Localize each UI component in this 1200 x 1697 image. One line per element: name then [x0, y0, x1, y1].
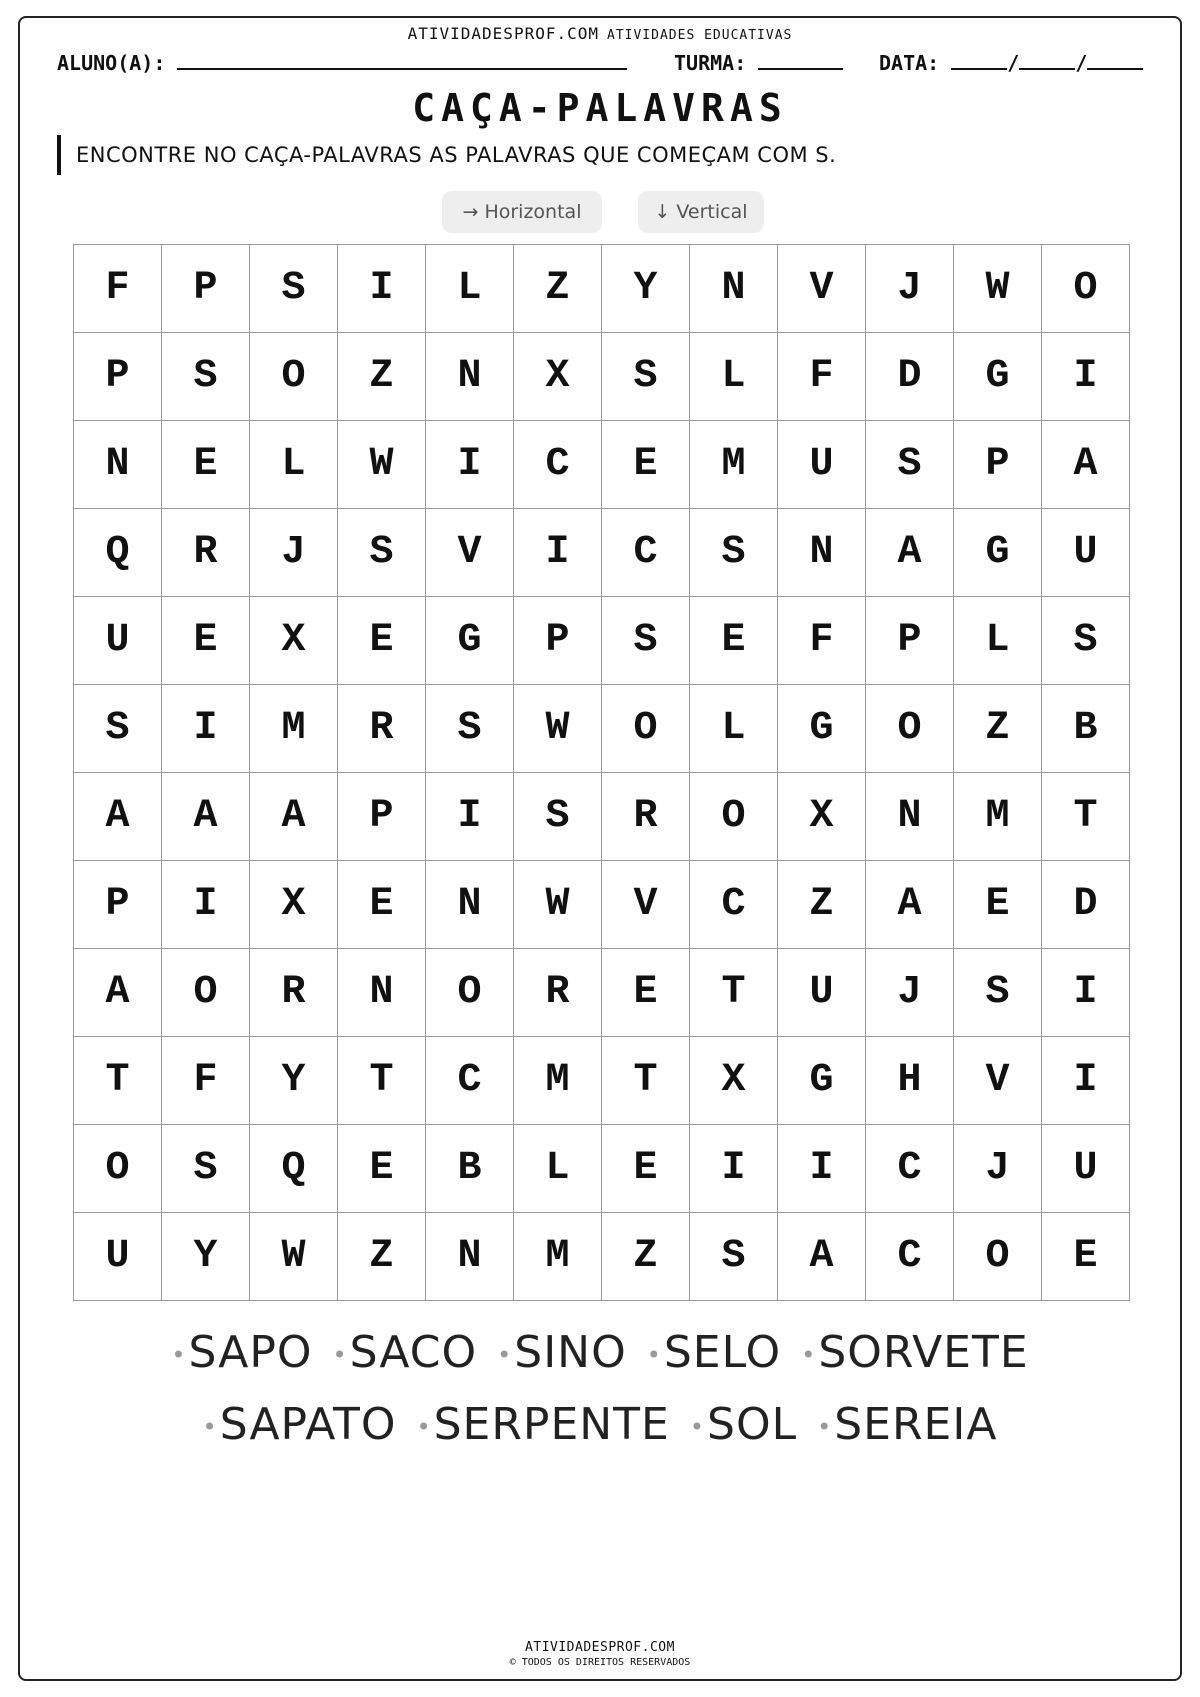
- grid-cell[interactable]: L: [690, 685, 778, 773]
- grid-cell[interactable]: F: [74, 245, 162, 333]
- grid-cell[interactable]: A: [778, 1213, 866, 1301]
- grid-cell[interactable]: I: [338, 245, 426, 333]
- aluno-label: ALUNO(A):: [57, 51, 166, 75]
- grid-cell[interactable]: W: [514, 861, 602, 949]
- grid-cell[interactable]: N: [778, 509, 866, 597]
- grid-cell[interactable]: L: [250, 421, 338, 509]
- grid-cell[interactable]: L: [514, 1125, 602, 1213]
- grid-cell[interactable]: M: [954, 773, 1042, 861]
- grid-cell[interactable]: N: [866, 773, 954, 861]
- bullet-icon: •: [416, 1413, 432, 1441]
- site-name: ATIVIDADESPROF.COM: [407, 24, 599, 43]
- grid-cell[interactable]: E: [602, 1125, 690, 1213]
- turma-field: [674, 50, 843, 75]
- grid-cell[interactable]: X: [690, 1037, 778, 1125]
- grid-cell[interactable]: V: [954, 1037, 1042, 1125]
- grid-cell[interactable]: D: [866, 333, 954, 421]
- day-input-line[interactable]: [951, 50, 1007, 70]
- bullet-icon: •: [332, 1341, 348, 1369]
- grid-cell[interactable]: X: [514, 333, 602, 421]
- grid-cell[interactable]: Z: [514, 245, 602, 333]
- aluno-input-line[interactable]: [177, 50, 627, 70]
- grid-cell[interactable]: M: [690, 421, 778, 509]
- word-text: SAPATO: [219, 1399, 397, 1450]
- direction-vertical-badge: [638, 191, 764, 233]
- grid-cell[interactable]: O: [954, 1213, 1042, 1301]
- word-item: [333, 1327, 478, 1378]
- grid-cell[interactable]: O: [602, 685, 690, 773]
- bullet-icon: •: [202, 1413, 218, 1441]
- grid-cell[interactable]: O: [866, 685, 954, 773]
- grid-cell[interactable]: H: [866, 1037, 954, 1125]
- instruction-text: ENCONTRE NO CAÇA-PALAVRAS AS PALAVRAS QUE COMEÇAM COM S.: [76, 143, 837, 167]
- grid-cell[interactable]: A: [866, 509, 954, 597]
- bullet-icon: •: [497, 1341, 513, 1369]
- grid-cell[interactable]: N: [426, 333, 514, 421]
- grid-cell[interactable]: W: [514, 685, 602, 773]
- grid-cell[interactable]: S: [514, 773, 602, 861]
- grid-cell[interactable]: S: [74, 685, 162, 773]
- grid-cell[interactable]: Z: [954, 685, 1042, 773]
- word-text: SELO: [663, 1327, 782, 1378]
- grid-cell[interactable]: L: [954, 597, 1042, 685]
- grid-cell[interactable]: U: [74, 597, 162, 685]
- grid-cell[interactable]: O: [690, 773, 778, 861]
- grid-cell[interactable]: D: [1042, 861, 1130, 949]
- turma-input-line[interactable]: [758, 50, 843, 70]
- grid-cell[interactable]: S: [866, 421, 954, 509]
- word-item: [497, 1327, 627, 1378]
- grid-cell[interactable]: R: [338, 685, 426, 773]
- date-slash: /: [1007, 51, 1020, 75]
- grid-cell[interactable]: P: [954, 421, 1042, 509]
- grid-cell[interactable]: T: [690, 949, 778, 1037]
- grid-cell[interactable]: I: [162, 685, 250, 773]
- grid-cell[interactable]: B: [426, 1125, 514, 1213]
- grid-cell[interactable]: L: [426, 245, 514, 333]
- footer-site: ATIVIDADESPROF.COM: [525, 1640, 675, 1655]
- grid-cell[interactable]: Z: [338, 333, 426, 421]
- grid-cell[interactable]: P: [74, 333, 162, 421]
- data-label: DATA:: [879, 51, 940, 75]
- grid-cell[interactable]: A: [162, 773, 250, 861]
- bullet-icon: •: [171, 1341, 187, 1369]
- grid-cell[interactable]: E: [602, 949, 690, 1037]
- grid-cell[interactable]: I: [426, 421, 514, 509]
- grid-cell[interactable]: T: [1042, 773, 1130, 861]
- grid-cell[interactable]: C: [514, 421, 602, 509]
- grid-cell[interactable]: T: [602, 1037, 690, 1125]
- grid-cell[interactable]: Z: [778, 861, 866, 949]
- grid-cell[interactable]: S: [338, 509, 426, 597]
- grid-cell[interactable]: G: [954, 333, 1042, 421]
- grid-cell[interactable]: U: [1042, 1125, 1130, 1213]
- grid-cell[interactable]: A: [866, 861, 954, 949]
- arrow-right-icon: →: [462, 201, 479, 223]
- grid-cell[interactable]: L: [690, 333, 778, 421]
- grid-cell[interactable]: I: [778, 1125, 866, 1213]
- grid-cell[interactable]: S: [162, 1125, 250, 1213]
- grid-cell[interactable]: F: [778, 597, 866, 685]
- grid-cell[interactable]: I: [426, 773, 514, 861]
- grid-cell[interactable]: R: [162, 509, 250, 597]
- grid-cell[interactable]: A: [74, 949, 162, 1037]
- grid-cell[interactable]: S: [162, 333, 250, 421]
- grid-cell[interactable]: E: [338, 1125, 426, 1213]
- grid-cell[interactable]: I: [1042, 949, 1130, 1037]
- grid-cell[interactable]: V: [602, 861, 690, 949]
- grid-cell[interactable]: N: [74, 421, 162, 509]
- grid-cell[interactable]: C: [602, 509, 690, 597]
- grid-cell[interactable]: C: [690, 861, 778, 949]
- grid-cell[interactable]: P: [162, 245, 250, 333]
- word-text: SINO: [514, 1327, 627, 1378]
- grid-cell[interactable]: R: [602, 773, 690, 861]
- grid-cell[interactable]: R: [514, 949, 602, 1037]
- word-list-row-1: [0, 1327, 1200, 1378]
- word-item: [416, 1399, 669, 1450]
- word-list-row-2: [0, 1399, 1200, 1450]
- direction-label: Horizontal: [484, 201, 582, 223]
- grid-cell[interactable]: I: [514, 509, 602, 597]
- grid-cell[interactable]: U: [778, 421, 866, 509]
- direction-label: Vertical: [676, 201, 748, 223]
- direction-horizontal-badge: [442, 191, 602, 233]
- grid-cell[interactable]: V: [426, 509, 514, 597]
- grid-cell[interactable]: Q: [250, 1125, 338, 1213]
- word-text: SAPO: [188, 1327, 313, 1378]
- grid-cell[interactable]: O: [426, 949, 514, 1037]
- grid-cell[interactable]: N: [426, 1213, 514, 1301]
- grid-cell[interactable]: P: [514, 597, 602, 685]
- grid-cell[interactable]: M: [250, 685, 338, 773]
- grid-cell[interactable]: C: [866, 1125, 954, 1213]
- grid-cell[interactable]: J: [866, 245, 954, 333]
- grid-cell[interactable]: Z: [338, 1213, 426, 1301]
- grid-cell[interactable]: G: [778, 685, 866, 773]
- grid-cell[interactable]: S: [954, 949, 1042, 1037]
- grid-cell[interactable]: I: [1042, 1037, 1130, 1125]
- grid-cell[interactable]: O: [74, 1125, 162, 1213]
- date-slash: /: [1075, 51, 1088, 75]
- grid-cell[interactable]: O: [162, 949, 250, 1037]
- grid-cell[interactable]: O: [250, 333, 338, 421]
- grid-cell[interactable]: N: [426, 861, 514, 949]
- grid-cell[interactable]: Q: [74, 509, 162, 597]
- grid-cell[interactable]: E: [338, 861, 426, 949]
- word-item: [801, 1327, 1028, 1378]
- grid-cell[interactable]: P: [74, 861, 162, 949]
- grid-cell[interactable]: C: [426, 1037, 514, 1125]
- bullet-icon: •: [801, 1341, 817, 1369]
- grid-cell[interactable]: S: [602, 597, 690, 685]
- grid-cell[interactable]: E: [602, 421, 690, 509]
- month-input-line[interactable]: [1019, 50, 1075, 70]
- word-item: [647, 1327, 781, 1378]
- grid-cell[interactable]: E: [954, 861, 1042, 949]
- grid-cell[interactable]: Z: [602, 1213, 690, 1301]
- grid-cell[interactable]: X: [778, 773, 866, 861]
- grid-cell[interactable]: S: [1042, 597, 1130, 685]
- grid-cell[interactable]: S: [690, 1213, 778, 1301]
- grid-cell[interactable]: W: [954, 245, 1042, 333]
- grid-cell[interactable]: G: [426, 597, 514, 685]
- bullet-icon: •: [646, 1341, 662, 1369]
- grid-cell[interactable]: F: [778, 333, 866, 421]
- grid-cell[interactable]: Y: [250, 1037, 338, 1125]
- grid-cell[interactable]: S: [250, 245, 338, 333]
- page-footer: [0, 1640, 1200, 1668]
- grid-cell[interactable]: M: [514, 1037, 602, 1125]
- grid-cell[interactable]: U: [74, 1213, 162, 1301]
- bullet-icon: •: [817, 1413, 833, 1441]
- grid-cell[interactable]: V: [778, 245, 866, 333]
- word-item: [690, 1399, 797, 1450]
- word-item: [171, 1327, 312, 1378]
- grid-cell[interactable]: G: [778, 1037, 866, 1125]
- grid-cell[interactable]: J: [866, 949, 954, 1037]
- grid-cell[interactable]: T: [338, 1037, 426, 1125]
- bullet-icon: •: [689, 1413, 706, 1441]
- grid-cell[interactable]: A: [250, 773, 338, 861]
- grid-cell[interactable]: I: [1042, 333, 1130, 421]
- grid-cell[interactable]: P: [338, 773, 426, 861]
- grid-cell[interactable]: W: [250, 1213, 338, 1301]
- grid-cell[interactable]: S: [426, 685, 514, 773]
- instruction-marker: [57, 135, 61, 175]
- word-search-grid: [73, 244, 1130, 1301]
- word-text: SACO: [349, 1327, 478, 1378]
- grid-cell[interactable]: P: [866, 597, 954, 685]
- grid-cell[interactable]: X: [250, 597, 338, 685]
- grid-cell[interactable]: Y: [602, 245, 690, 333]
- site-header: [0, 24, 1200, 43]
- word-text: SEREIA: [834, 1399, 998, 1450]
- footer-rights: © TODOS OS DIREITOS RESERVADOS: [509, 1657, 691, 1668]
- grid-cell[interactable]: T: [74, 1037, 162, 1125]
- grid-cell[interactable]: F: [162, 1037, 250, 1125]
- site-tagline: ATIVIDADES EDUCATIVAS: [607, 28, 793, 43]
- grid-cell[interactable]: O: [1042, 245, 1130, 333]
- grid-cell[interactable]: E: [338, 597, 426, 685]
- student-info-row: [57, 50, 1147, 80]
- grid-cell[interactable]: E: [162, 597, 250, 685]
- word-text: SERPENTE: [433, 1399, 670, 1450]
- data-field: [879, 50, 1143, 75]
- grid-cell[interactable]: M: [514, 1213, 602, 1301]
- grid-cell[interactable]: N: [690, 245, 778, 333]
- grid-cell[interactable]: R: [250, 949, 338, 1037]
- grid-cell[interactable]: G: [954, 509, 1042, 597]
- grid-cell[interactable]: I: [162, 861, 250, 949]
- grid-cell[interactable]: J: [954, 1125, 1042, 1213]
- grid-cell[interactable]: E: [1042, 1213, 1130, 1301]
- grid-cell[interactable]: C: [866, 1213, 954, 1301]
- grid-cell[interactable]: Y: [162, 1213, 250, 1301]
- arrow-down-icon: ↓: [654, 201, 671, 223]
- grid-cell[interactable]: N: [338, 949, 426, 1037]
- grid-cell[interactable]: J: [250, 509, 338, 597]
- word-text: SOL: [707, 1399, 798, 1450]
- grid-cell[interactable]: B: [1042, 685, 1130, 773]
- word-item: [817, 1399, 997, 1450]
- word-item: [203, 1399, 397, 1450]
- year-input-line[interactable]: [1087, 50, 1143, 70]
- grid-cell[interactable]: U: [1042, 509, 1130, 597]
- grid-cell[interactable]: U: [778, 949, 866, 1037]
- grid-cell[interactable]: A: [1042, 421, 1130, 509]
- grid-cell[interactable]: E: [690, 597, 778, 685]
- grid-cell[interactable]: S: [690, 509, 778, 597]
- grid-cell[interactable]: I: [690, 1125, 778, 1213]
- grid-cell[interactable]: W: [338, 421, 426, 509]
- aluno-field: [57, 50, 627, 75]
- grid-cell[interactable]: X: [250, 861, 338, 949]
- grid-cell[interactable]: A: [74, 773, 162, 861]
- word-text: SORVETE: [818, 1327, 1029, 1378]
- page-title: CAÇA-PALAVRAS: [412, 86, 788, 130]
- grid-cell[interactable]: E: [162, 421, 250, 509]
- turma-label: TURMA:: [674, 51, 747, 75]
- grid-cell[interactable]: S: [602, 333, 690, 421]
